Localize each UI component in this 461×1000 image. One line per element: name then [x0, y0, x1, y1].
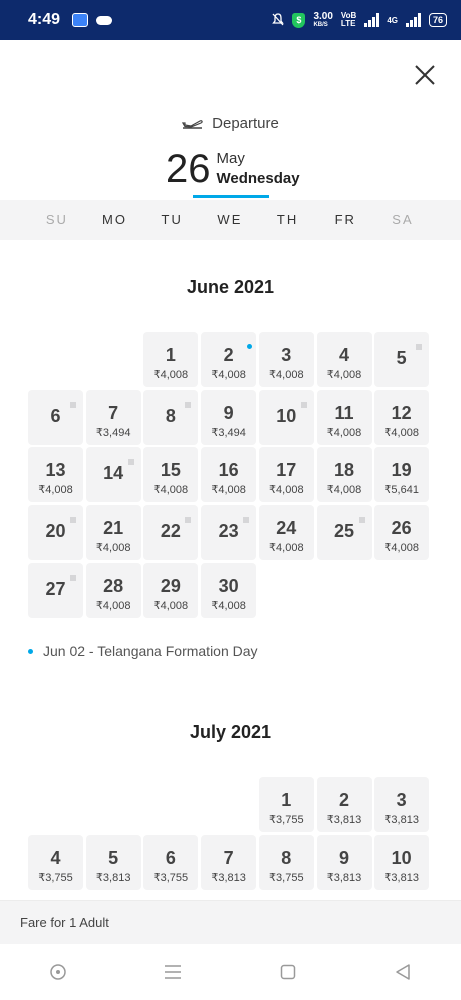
- weekday-label: TH: [276, 212, 299, 227]
- nav-recents-button[interactable]: [268, 952, 308, 992]
- calendar-day[interactable]: [317, 447, 372, 502]
- calendar-day[interactable]: [143, 835, 198, 890]
- calendar-day[interactable]: [86, 390, 141, 445]
- nav-home-button[interactable]: [38, 952, 78, 992]
- day-number: 18: [333, 460, 355, 481]
- weekday-label: WE: [217, 212, 243, 227]
- calendar-day[interactable]: [86, 447, 141, 502]
- calendar-day[interactable]: [28, 447, 83, 502]
- day-number: 8: [281, 847, 292, 868]
- nav-back-button[interactable]: [383, 952, 423, 992]
- day-fare: ₹4,008: [153, 369, 189, 381]
- calendar-day[interactable]: [201, 332, 256, 387]
- calendar-day[interactable]: [317, 777, 372, 832]
- close-icon: [414, 64, 436, 86]
- day-number: 9: [338, 847, 349, 868]
- day-number: 4: [50, 847, 61, 868]
- day-fare: ₹4,008: [95, 599, 131, 612]
- day-fare: ₹3,755: [38, 871, 73, 884]
- weekday-header: [0, 200, 461, 240]
- calendar-day[interactable]: [201, 563, 256, 618]
- calendar-day[interactable]: [374, 505, 429, 560]
- day-number: 6: [50, 405, 61, 426]
- day-number: 16: [218, 460, 239, 481]
- day-fare: ₹5,641: [384, 484, 419, 497]
- calendar-day[interactable]: [143, 447, 198, 502]
- day-number: 28: [103, 575, 124, 596]
- system-nav-bar: [0, 944, 461, 1000]
- day-fare: ₹3,813: [95, 871, 131, 884]
- day-fare: ₹3,813: [211, 871, 246, 884]
- weekday-label: FR: [334, 212, 356, 227]
- day-fare: ₹4,008: [326, 369, 362, 381]
- day-fare: ₹3,813: [384, 871, 419, 884]
- day-number: 27: [45, 578, 66, 599]
- holiday-note-text: Jun 02 - Telangana Formation Day: [43, 643, 258, 659]
- calendar-day[interactable]: [317, 390, 372, 445]
- day-number: 1: [281, 790, 292, 810]
- day-fare: ₹3,813: [326, 871, 362, 884]
- weekday-label: SA: [392, 212, 414, 227]
- day-number: 12: [391, 402, 412, 423]
- selected-weekday: Wednesday: [216, 170, 300, 187]
- signal-icon-2: [406, 13, 421, 27]
- calendar-day[interactable]: [143, 332, 198, 387]
- calendar-day[interactable]: [28, 505, 83, 560]
- calendar-day[interactable]: [28, 390, 83, 445]
- status-bar: [0, 0, 461, 40]
- departure-header: [0, 115, 461, 132]
- day-number: 1: [165, 345, 176, 365]
- fare-note-bar: [0, 900, 461, 944]
- triangle-back-icon: [394, 963, 412, 981]
- day-number: 15: [160, 460, 181, 481]
- unavailable-marker: [185, 402, 191, 408]
- unavailable-marker: [128, 459, 134, 465]
- day-number: 11: [334, 402, 354, 423]
- day-fare: ₹4,008: [211, 484, 246, 497]
- app-notification-icon: [72, 13, 88, 27]
- day-number: 10: [276, 405, 297, 426]
- calendar-day[interactable]: [259, 505, 314, 560]
- calendar-day[interactable]: [374, 332, 429, 387]
- day-number: 5: [108, 847, 119, 868]
- day-fare: ₹4,008: [95, 542, 131, 555]
- calendar-day[interactable]: [259, 447, 314, 502]
- volte-top: VoB: [340, 11, 357, 20]
- day-number: 19: [391, 460, 412, 481]
- month-title: June 2021: [186, 277, 275, 297]
- calendar-day[interactable]: [374, 447, 429, 502]
- day-number: 3: [396, 790, 407, 810]
- calendar-day[interactable]: [201, 447, 256, 502]
- day-number: 30: [218, 575, 239, 596]
- calendar-day[interactable]: [317, 505, 372, 560]
- day-fare: ₹4,008: [269, 542, 304, 555]
- plane-takeoff-icon: [182, 117, 204, 131]
- day-fare: ₹3,755: [269, 871, 304, 884]
- calendar-day[interactable]: [259, 390, 314, 445]
- day-fare: ₹4,008: [384, 542, 419, 555]
- unavailable-marker: [359, 517, 365, 523]
- selected-day: 26: [166, 147, 211, 191]
- network-speed-unit: KB/S: [313, 21, 328, 28]
- calendar-day[interactable]: [86, 563, 141, 618]
- selected-date: [166, 147, 300, 191]
- menu-icon: [164, 964, 182, 980]
- day-number: 10: [391, 847, 412, 868]
- calendar-day[interactable]: [201, 390, 256, 445]
- circle-home-icon: [49, 963, 67, 981]
- holiday-bullet-icon: [28, 649, 33, 654]
- day-number: 7: [108, 402, 119, 423]
- day-number: 26: [391, 518, 412, 539]
- calendar-day[interactable]: [259, 777, 314, 832]
- calendar-day[interactable]: [28, 563, 83, 618]
- volte-indicator: [341, 12, 356, 28]
- day-fare: ₹3,755: [269, 814, 304, 826]
- calendar-day[interactable]: [259, 332, 314, 387]
- status-notification-icons: [72, 13, 112, 27]
- day-number: 25: [333, 521, 355, 542]
- day-fare: ₹3,813: [326, 814, 362, 826]
- unavailable-marker: [243, 517, 249, 523]
- calendar-day[interactable]: [374, 777, 429, 832]
- day-fare: ₹4,008: [211, 369, 246, 381]
- calendar-day[interactable]: [317, 835, 372, 890]
- day-number: 6: [165, 847, 176, 868]
- calendar-day[interactable]: [201, 835, 256, 890]
- day-number: 17: [276, 460, 297, 481]
- shield-icon: $: [292, 13, 305, 28]
- day-number: 23: [218, 521, 239, 542]
- weekday-label: SU: [45, 212, 68, 227]
- day-number: 21: [103, 518, 124, 539]
- status-indicators: [272, 12, 447, 29]
- calendar-day[interactable]: [201, 505, 256, 560]
- calendar-day[interactable]: [317, 332, 372, 387]
- day-number: 4: [338, 345, 349, 365]
- day-fare: ₹4,008: [269, 369, 304, 381]
- day-fare: ₹3,813: [384, 814, 419, 826]
- day-fare: ₹4,008: [38, 484, 73, 497]
- battery-level: 76: [432, 15, 443, 25]
- unavailable-marker: [70, 517, 76, 523]
- day-fare: ₹4,008: [153, 599, 189, 612]
- day-number: 13: [45, 460, 66, 481]
- square-icon: [280, 964, 296, 980]
- calendar-day[interactable]: [143, 563, 198, 618]
- day-fare: ₹3,494: [95, 426, 131, 439]
- signal-icon: [364, 13, 379, 27]
- selected-date-underline: [193, 195, 269, 198]
- calendar-day[interactable]: [86, 835, 141, 890]
- selected-date-details: [217, 149, 300, 189]
- calendar-day[interactable]: [259, 835, 314, 890]
- unavailable-marker: [70, 575, 76, 581]
- day-fare: ₹4,008: [269, 484, 304, 497]
- calendar-day[interactable]: [28, 835, 83, 890]
- day-number: 9: [223, 402, 234, 423]
- day-fare: ₹4,008: [153, 484, 189, 497]
- calendar-day[interactable]: [374, 835, 429, 890]
- month-title: July 2021: [189, 722, 272, 742]
- weekday-label: MO: [102, 212, 127, 227]
- calendar-day[interactable]: [86, 505, 141, 560]
- status-time: 4:49: [28, 11, 61, 28]
- day-fare: ₹4,008: [326, 426, 362, 439]
- selected-month: May: [216, 150, 245, 167]
- day-number: 29: [160, 575, 181, 596]
- nav-menu-button[interactable]: [153, 952, 193, 992]
- day-number: 14: [103, 463, 124, 484]
- battery-icon: [429, 13, 447, 27]
- day-number: 2: [223, 345, 234, 365]
- day-number: 8: [165, 405, 176, 426]
- calendar-day[interactable]: [143, 390, 198, 445]
- calendar-day[interactable]: [374, 390, 429, 445]
- unavailable-marker: [185, 517, 191, 523]
- fare-note: Fare for 1 Adult: [20, 915, 109, 930]
- cloud-icon: [96, 16, 112, 25]
- departure-label: Departure: [212, 115, 279, 132]
- day-fare: ₹4,008: [326, 484, 362, 497]
- holiday-note: [28, 643, 258, 659]
- day-number: 7: [223, 847, 234, 868]
- day-number: 3: [281, 345, 292, 365]
- volte-bottom: LTE: [340, 19, 356, 28]
- unavailable-marker: [301, 402, 307, 408]
- network-speed: [313, 12, 332, 29]
- day-number: 5: [396, 348, 407, 368]
- unavailable-marker: [416, 344, 422, 350]
- unavailable-marker: [70, 402, 76, 408]
- network-type: 4G: [387, 15, 398, 25]
- day-fare: ₹4,008: [211, 599, 246, 612]
- day-number: 2: [338, 790, 349, 810]
- day-fare: ₹4,008: [384, 426, 419, 439]
- close-button[interactable]: [410, 60, 440, 90]
- weekday-label: TU: [161, 212, 183, 227]
- day-number: 22: [160, 521, 181, 542]
- day-number: 24: [276, 518, 297, 539]
- calendar-day[interactable]: [143, 505, 198, 560]
- day-fare: ₹3,755: [153, 871, 189, 884]
- day-fare: ₹3,494: [211, 426, 246, 439]
- mute-bell-icon: [272, 13, 284, 28]
- day-number: 20: [45, 521, 66, 542]
- network-speed-value: 3.00: [313, 10, 333, 22]
